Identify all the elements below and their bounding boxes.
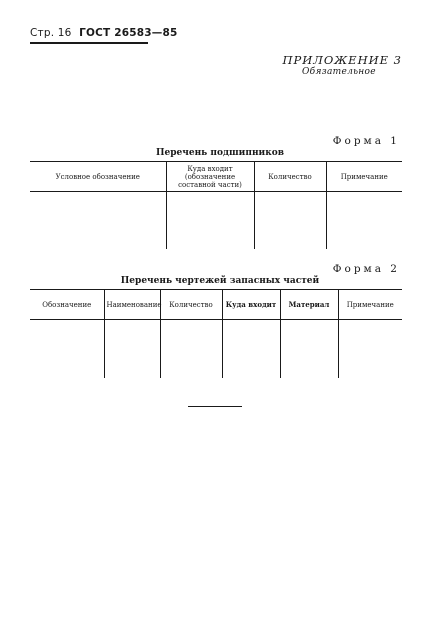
end-rule [188, 406, 242, 407]
column-header: Наименование [104, 290, 160, 320]
appendix-status: Обязательное [302, 67, 376, 77]
table-cell [166, 192, 254, 249]
page-header [30, 27, 178, 39]
form2-title: Перечень чертежей запасных частей [120, 276, 320, 286]
appendix-title: ПРИЛОЖЕНИЕ 3 [282, 53, 402, 67]
column-header: Количество [254, 162, 326, 192]
table-cell [30, 192, 166, 249]
standard-number: ГОСТ 26583—85 [79, 27, 178, 39]
table-cell [280, 320, 338, 378]
table-cell [30, 320, 104, 378]
table-cell [222, 320, 280, 378]
column-header: Куда входит [222, 290, 280, 320]
table-cell [104, 320, 160, 378]
table-cell [326, 192, 402, 249]
page-number: Стр. 16 [30, 27, 72, 39]
table-header-row [30, 162, 402, 192]
column-header: Куда входит (обозначение составной части) [166, 162, 254, 192]
table-cell [160, 320, 222, 378]
form1-title: Перечень подшипников [156, 148, 284, 158]
column-header: Количество [160, 290, 222, 320]
column-header: Примечание [326, 162, 402, 192]
spare-parts-drawings-table [30, 289, 402, 378]
table-row [30, 320, 402, 378]
column-header: Условное обозначение [30, 162, 166, 192]
table-header-row [30, 290, 402, 320]
form2-label: Форма 2 [332, 263, 400, 275]
column-header: Обозначение [30, 290, 104, 320]
column-header: Примечание [338, 290, 402, 320]
table-cell [338, 320, 402, 378]
bearings-table [30, 161, 402, 249]
form1-label: Форма 1 [332, 135, 400, 147]
header-rule [30, 42, 148, 44]
table-row [30, 192, 402, 249]
column-header: Материал [280, 290, 338, 320]
table-cell [254, 192, 326, 249]
